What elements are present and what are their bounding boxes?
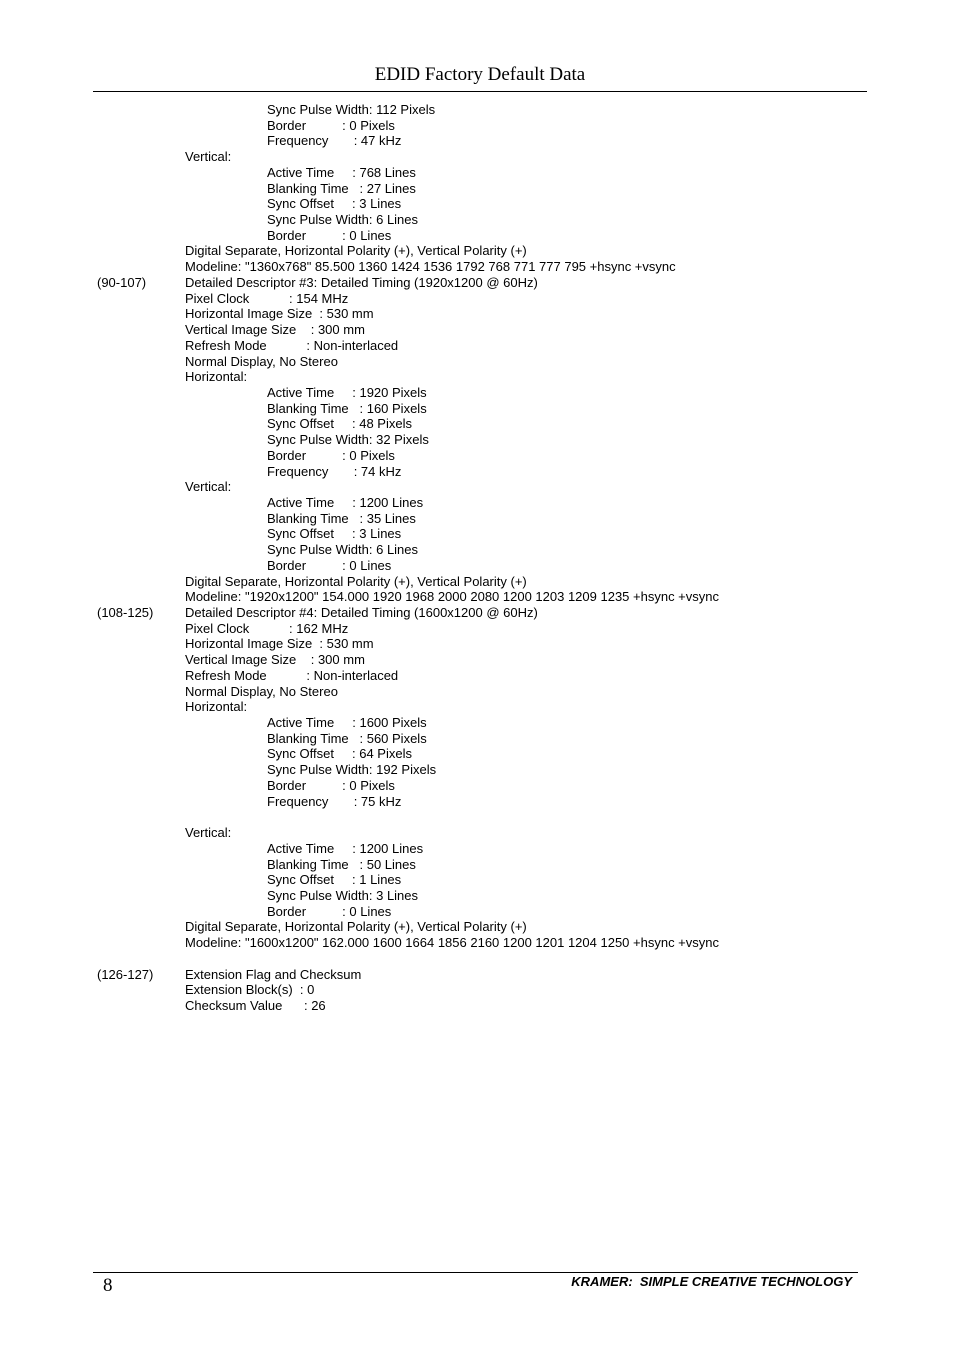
listing-line: [0, 558, 954, 574]
listing-line: [0, 919, 954, 935]
descriptor-text: Vertical Image Size : 300 mm: [185, 652, 365, 668]
descriptor-text: Modeline: "1920x1200" 154.000 1920 1968 2000 2080 1200 1203 1209 1235 +hsync +vsync: [185, 589, 720, 605]
timing-detail-text: Frequency : 74 kHz: [267, 463, 402, 479]
listing-line: [0, 857, 954, 873]
timing-detail-text: Sync Offset : 3 Lines: [267, 196, 402, 212]
listing-line: [0, 165, 954, 181]
listing-line: [0, 794, 954, 810]
descriptor-text: Extension Block(s) : 0: [185, 982, 315, 998]
listing-line: [0, 904, 954, 920]
listing-line: [0, 243, 954, 259]
descriptor-text: Detailed Descriptor #4: Detailed Timing (1600x1200 @ 60Hz): [185, 605, 538, 620]
descriptor-text: Vertical:: [185, 149, 232, 165]
listing-line: [0, 495, 954, 511]
listing-line: [0, 306, 954, 322]
listing-line: [0, 448, 954, 464]
listing-line: [0, 118, 954, 134]
listing-line: [0, 338, 954, 354]
timing-detail-text: Border : 0 Lines: [267, 557, 392, 573]
listing-line: [0, 841, 954, 857]
listing-line: [0, 432, 954, 448]
timing-detail-text: Sync Offset : 48 Pixels: [267, 416, 412, 432]
descriptor-text: Refresh Mode : Non-interlaced: [185, 337, 399, 353]
descriptor-text: Horizontal Image Size : 530 mm: [185, 636, 374, 652]
descriptor-text: Detailed Descriptor #3: Detailed Timing (1920x1200 @ 60Hz): [185, 274, 538, 290]
listing-line: [0, 479, 954, 495]
descriptor-text: Normal Display, No Stereo: [185, 683, 338, 699]
listing-line: [0, 511, 954, 527]
timing-detail-text: Blanking Time : 160 Pixels: [267, 400, 427, 416]
timing-detail-text: Border : 0 Lines: [267, 903, 392, 919]
listing-line: [0, 212, 954, 228]
descriptor-text: Extension Flag and Checksum: [185, 966, 362, 982]
listing-line: [0, 715, 954, 731]
page-number: 8: [103, 1275, 113, 1296]
listing-line: [0, 354, 954, 370]
descriptor-text: Refresh Mode : Non-interlaced: [185, 667, 399, 683]
listing-line: [0, 464, 954, 480]
descriptor-text: Vertical Image Size : 300 mm: [185, 322, 365, 338]
timing-detail-text: Blanking Time : 27 Lines: [267, 180, 416, 196]
listing-line: [0, 322, 954, 338]
timing-detail-text: Frequency : 75 kHz: [267, 793, 402, 809]
listing-line: [0, 605, 954, 621]
listing-line: [0, 133, 954, 149]
listing-line: [0, 275, 954, 291]
timing-detail-text: Frequency : 47 kHz: [267, 133, 402, 149]
listing-line: [0, 731, 954, 747]
listing-line: [0, 825, 954, 841]
timing-detail-text: Blanking Time : 50 Lines: [267, 856, 416, 872]
descriptor-text: Pixel Clock : 154 MHz: [185, 290, 349, 306]
header-divider: [93, 91, 867, 92]
page-title: EDID Factory Default Data: [374, 64, 586, 85]
descriptor-text: Horizontal Image Size : 530 mm: [185, 306, 374, 322]
listing-line: [0, 998, 954, 1014]
timing-detail-text: Sync Offset : 3 Lines: [267, 526, 402, 542]
descriptor-text: Modeline: "1360x768" 85.500 1360 1424 1536 1792 768 771 777 795 +hsync +vsync: [185, 259, 676, 275]
listing-line: [0, 196, 954, 212]
timing-detail-text: Sync Pulse Width: 112 Pixels: [267, 102, 436, 117]
listing-line: [0, 809, 954, 825]
listing-line: [0, 935, 954, 951]
listing-line: [0, 652, 954, 668]
timing-detail-text: Sync Pulse Width: 6 Lines: [267, 212, 419, 228]
listing-line: [0, 762, 954, 778]
listing-line: [0, 746, 954, 762]
listing-line: [0, 951, 954, 967]
descriptor-text: Vertical:: [185, 479, 232, 495]
timing-detail-text: Active Time : 1600 Pixels: [267, 715, 427, 731]
listing-line: [0, 668, 954, 684]
listing-line: [0, 149, 954, 165]
listing-line: [0, 872, 954, 888]
descriptor-text: Digital Separate, Horizontal Polarity (+), Vertical Polarity (+): [185, 573, 527, 589]
descriptor-text: Digital Separate, Horizontal Polarity (+), Vertical Polarity (+): [185, 243, 527, 259]
descriptor-text: Horizontal:: [185, 699, 248, 715]
descriptor-text: Vertical:: [185, 825, 232, 841]
listing-line: [0, 401, 954, 417]
listing-line: [0, 621, 954, 637]
timing-detail-text: Border : 0 Pixels: [267, 777, 395, 793]
listing-line: [0, 181, 954, 197]
listing-line: [0, 684, 954, 700]
edid-data-listing: [0, 102, 954, 1014]
timing-detail-text: Sync Pulse Width: 32 Pixels: [267, 432, 429, 448]
listing-line: [0, 699, 954, 715]
descriptor-text: Normal Display, No Stereo: [185, 353, 338, 369]
timing-detail-text: Border : 0 Lines: [267, 227, 392, 243]
listing-line: [0, 636, 954, 652]
listing-line: [0, 542, 954, 558]
listing-line: [0, 228, 954, 244]
listing-line: [0, 369, 954, 385]
listing-line: [0, 888, 954, 904]
byte-offset-label: (108-125): [97, 605, 154, 620]
listing-line: [0, 967, 954, 983]
timing-detail-text: Border : 0 Pixels: [267, 447, 395, 463]
footer-divider: [93, 1272, 858, 1273]
descriptor-text: Modeline: "1600x1200" 162.000 1600 1664 1856 2160 1200 1201 1204 1250 +hsync +vsync: [185, 935, 720, 951]
listing-line: [0, 259, 954, 275]
listing-line: [0, 589, 954, 605]
timing-detail-text: Active Time : 768 Lines: [267, 164, 416, 180]
byte-offset-label: (126-127): [97, 966, 154, 982]
listing-line: [0, 778, 954, 794]
descriptor-text: Checksum Value : 26: [185, 997, 326, 1013]
listing-line: [0, 385, 954, 401]
listing-line: [0, 526, 954, 542]
timing-detail-text: Active Time : 1920 Pixels: [267, 384, 427, 400]
byte-offset-label: (90-107): [97, 274, 147, 290]
listing-line: [0, 291, 954, 307]
listing-line: [0, 102, 954, 118]
listing-line: [0, 982, 954, 998]
descriptor-text: Horizontal:: [185, 369, 248, 385]
timing-detail-text: Border : 0 Pixels: [267, 117, 395, 133]
descriptor-text: Pixel Clock : 162 MHz: [185, 620, 349, 636]
timing-detail-text: Sync Offset : 1 Lines: [267, 872, 402, 888]
footer-brand: KRAMER: SIMPLE CREATIVE TECHNOLOGY: [571, 1274, 852, 1289]
timing-detail-text: Blanking Time : 560 Pixels: [267, 730, 427, 746]
timing-detail-text: Sync Pulse Width: 192 Pixels: [267, 762, 437, 778]
timing-detail-text: Active Time : 1200 Lines: [267, 494, 424, 510]
timing-detail-text: Blanking Time : 35 Lines: [267, 510, 416, 526]
timing-detail-text: Active Time : 1200 Lines: [267, 840, 424, 856]
listing-line: [0, 574, 954, 590]
listing-line: [0, 416, 954, 432]
descriptor-text: Digital Separate, Horizontal Polarity (+), Vertical Polarity (+): [185, 919, 527, 935]
timing-detail-text: Sync Pulse Width: 3 Lines: [267, 887, 419, 903]
timing-detail-text: Sync Offset : 64 Pixels: [267, 746, 412, 762]
timing-detail-text: Sync Pulse Width: 6 Lines: [267, 542, 419, 558]
